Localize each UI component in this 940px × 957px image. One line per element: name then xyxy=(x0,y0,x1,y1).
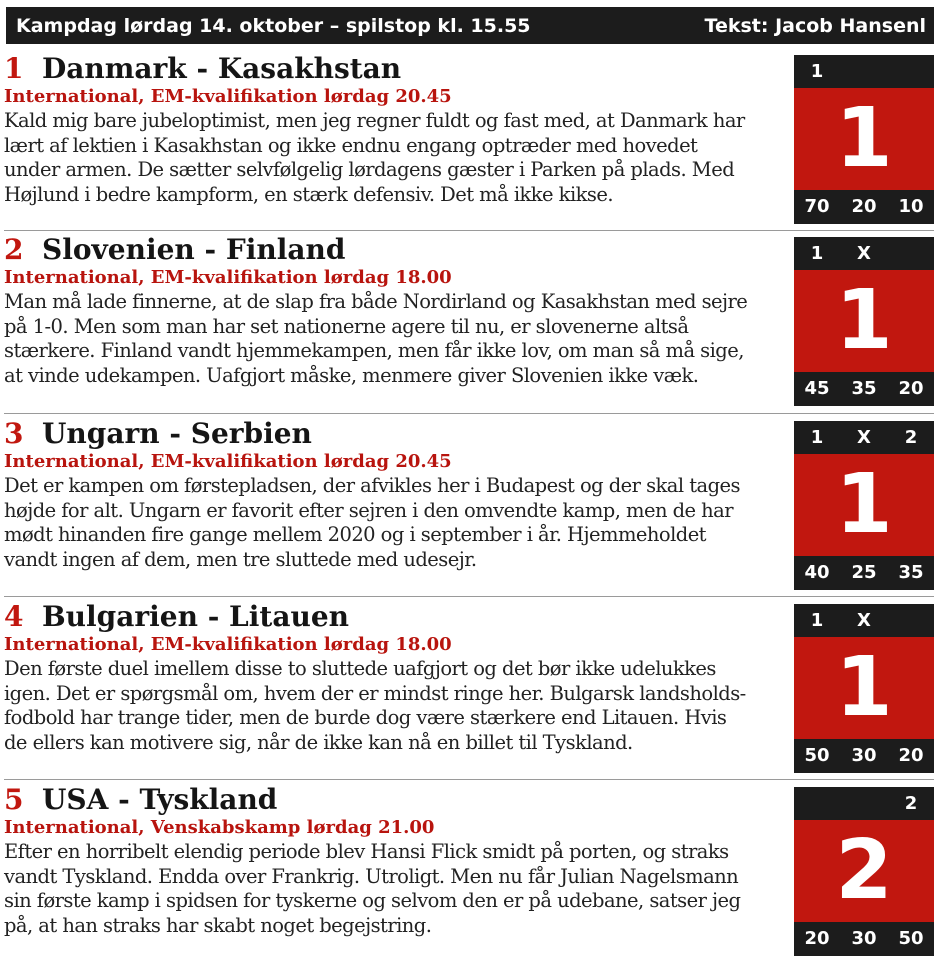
match-subtitle: International, EM-kvalifikation lørdag 20.45 xyxy=(4,451,452,472)
match-title xyxy=(4,233,346,267)
odds-home: 70 xyxy=(804,196,830,217)
header-author: Tekst: Jacob Hansenl xyxy=(704,14,926,37)
predicted-result: 2 xyxy=(835,823,893,918)
match-teams: Danmark - Kasakhstan xyxy=(42,52,402,85)
predicted-result: 1 xyxy=(835,457,893,552)
odds-draw: 30 xyxy=(851,745,877,766)
pick-home: 1 xyxy=(810,61,824,82)
divider xyxy=(4,230,934,231)
match-preview-text: Kald mig bare jubeloptimist, men jeg regner fuldt og fast med, at Danmark har lært af lektien i Kasakhstan og ikke endnu engang optræder med hovedet under armen. De sætter selvfølgelig lørdagens gæster i Parken på plads. Med Højlund i bedre kampform, en stærk defensiv. Det må ikke kikse. xyxy=(4,109,745,206)
odds-away: 10 xyxy=(898,196,924,217)
odds-row xyxy=(794,739,934,773)
match-preview-text: Man må lade finnerne, at de slap fra både Nordirland og Kasakhstan med sejre på 1-0. Men som man har set nationerne agere til nu, er slovenerne altså stærkere. Finland vandt hjemmekampen, men får ikke lov, om man så må sige, at vinde udekampen. Uafgjort måske, menmere giver Slovenien ikke væk. xyxy=(4,290,748,387)
pick-draw: X xyxy=(857,610,871,631)
pick-home: 1 xyxy=(810,427,824,448)
odds-draw: 20 xyxy=(851,196,877,217)
match-teams: USA - Tyskland xyxy=(42,783,278,816)
match-subtitle: International, EM-kvalifikation lørdag 18.00 xyxy=(4,267,452,288)
odds-home: 45 xyxy=(804,378,830,399)
predicted-result: 1 xyxy=(835,91,893,186)
match-subtitle: International, EM-kvalifikation lørdag 20.45 xyxy=(4,86,452,107)
pick-away: 2 xyxy=(904,793,918,814)
match-teams: Bulgarien - Litauen xyxy=(42,600,349,633)
odds-home: 40 xyxy=(804,562,830,583)
match-subtitle: International, EM-kvalifikation lørdag 18.00 xyxy=(4,634,452,655)
match-title xyxy=(4,52,401,86)
pick-row xyxy=(794,55,934,88)
odds-draw: 35 xyxy=(851,378,877,399)
predicted-result: 1 xyxy=(835,273,893,368)
match-subtitle: International, Venskabskamp lørdag 21.00 xyxy=(4,817,435,838)
pick-draw: X xyxy=(857,427,871,448)
odds-away: 35 xyxy=(898,562,924,583)
pick-row xyxy=(794,604,934,637)
pick-away: 2 xyxy=(904,427,918,448)
pick-draw: X xyxy=(857,243,871,264)
match-preview-text: Efter en horribelt elendig periode blev Hansi Flick smidt på porten, og straks vandt Tyskland. Endda over Frankrig. Utroligt. Men nu får Julian Nagelsmann sin første kamp i spidsen for tyskerne og selvom den er på udebane, satser jeg på, at han straks har skabt noget begejstring. xyxy=(4,840,741,937)
predicted-result: 1 xyxy=(835,640,893,735)
header-bar xyxy=(6,7,934,44)
odds-row xyxy=(794,922,934,956)
divider xyxy=(4,413,934,414)
match-title xyxy=(4,417,312,451)
odds-draw: 30 xyxy=(851,928,877,949)
match-number: 2 xyxy=(4,233,24,266)
divider xyxy=(4,596,934,597)
odds-row xyxy=(794,190,934,224)
match-teams: Ungarn - Serbien xyxy=(42,417,312,450)
odds-row xyxy=(794,556,934,590)
odds-away: 20 xyxy=(898,378,924,399)
odds-row xyxy=(794,372,934,406)
match-title xyxy=(4,783,277,817)
match-preview-text: Den første duel imellem disse to sluttede uafgjort og det bør ikke udelukkes igen. Det er spørgsmål om, hvem der er mindst ringe her. Bulgarsk landsholds- fodbold har trange tider, men de burde dog være stærkere end Litauen. Hvis de ellers kan motivere sig, når de ikke kan nå en billet til Tyskland. xyxy=(4,657,746,754)
match-number: 3 xyxy=(4,417,24,450)
match-preview-text: Det er kampen om førstepladsen, der afvikles her i Budapest og der skal tages højde for alt. Ungarn er favorit efter sejren i den omvendte kamp, men de har mødt hinanden fire gange mellem 2020 og i september i år. Hjemmeholdet vandt ingen af dem, men tre sluttede med udesejr. xyxy=(4,474,740,571)
match-number: 1 xyxy=(4,52,24,85)
pick-row xyxy=(794,237,934,270)
match-teams: Slovenien - Finland xyxy=(42,233,346,266)
pick-row xyxy=(794,787,934,820)
odds-away: 20 xyxy=(898,745,924,766)
match-number: 5 xyxy=(4,783,24,816)
odds-home: 50 xyxy=(804,745,830,766)
header-date: Kampdag lørdag 14. oktober – spilstop kl. 15.55 xyxy=(16,14,531,37)
odds-draw: 25 xyxy=(851,562,877,583)
pick-row xyxy=(794,421,934,454)
divider xyxy=(4,779,934,780)
odds-away: 50 xyxy=(898,928,924,949)
pick-home: 1 xyxy=(810,243,824,264)
match-title xyxy=(4,600,349,634)
odds-home: 20 xyxy=(804,928,830,949)
match-number: 4 xyxy=(4,600,24,633)
pick-home: 1 xyxy=(810,610,824,631)
